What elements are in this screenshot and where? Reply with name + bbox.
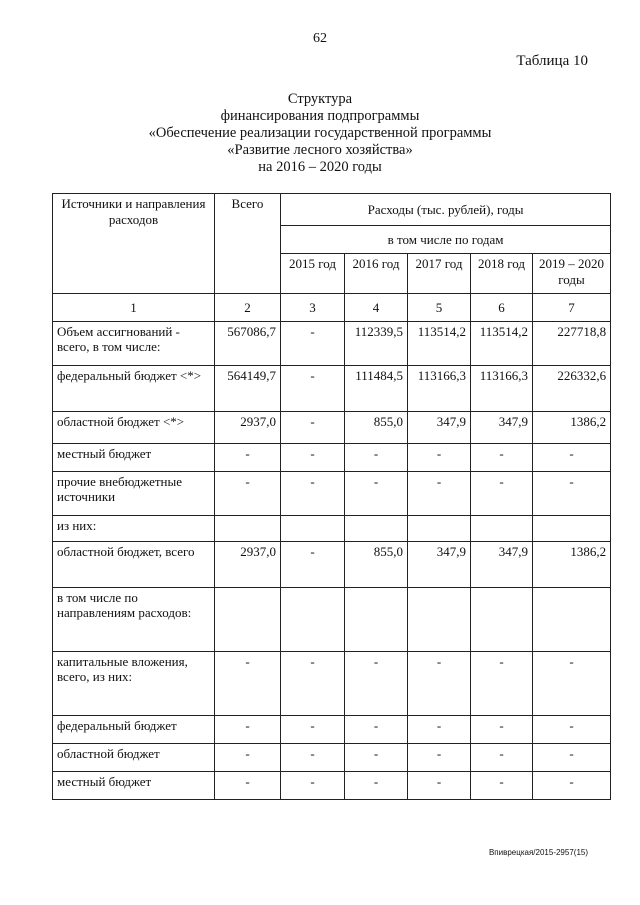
cell-2016: -	[345, 652, 408, 716]
cell-2019-2020: 226332,6	[533, 366, 611, 412]
cell-2019-2020	[533, 588, 611, 652]
table-row	[53, 444, 611, 472]
cell-2019-2020: -	[533, 772, 611, 800]
cell-total: -	[215, 772, 281, 800]
title-line: «Обеспечение реализации государственной программы	[148, 125, 492, 141]
cell-2015: -	[281, 772, 345, 800]
header-year: 2017 год	[408, 254, 471, 294]
row-label: в том числе по направлениям расходов:	[53, 588, 215, 652]
cell-total: -	[215, 652, 281, 716]
cell-2018: 113514,2	[471, 322, 533, 366]
cell-2017: -	[408, 472, 471, 516]
header-year: 2015 год	[281, 254, 345, 294]
row-label: местный бюджет	[53, 772, 215, 800]
title-line: финансирования подпрограммы	[220, 108, 420, 124]
cell-2016: -	[345, 444, 408, 472]
cell-total: -	[215, 472, 281, 516]
cell-2015: -	[281, 412, 345, 444]
row-label: федеральный бюджет	[53, 716, 215, 744]
header-by-years: в том числе по годам	[281, 226, 611, 254]
cell-total: -	[215, 744, 281, 772]
cell-2016: 855,0	[345, 412, 408, 444]
row-label: областной бюджет	[53, 744, 215, 772]
table-row	[53, 412, 611, 444]
cell-2017	[408, 588, 471, 652]
table-row	[53, 516, 611, 542]
cell-2018	[471, 588, 533, 652]
cell-2019-2020: 227718,8	[533, 322, 611, 366]
page-number: 62	[313, 31, 327, 46]
table-row	[53, 472, 611, 516]
row-label: капитальные вложения, всего, из них:	[53, 652, 215, 716]
header-year: 2018 год	[471, 254, 533, 294]
cell-2017: 113166,3	[408, 366, 471, 412]
cell-2018: -	[471, 652, 533, 716]
row-label: областной бюджет, всего	[53, 542, 215, 588]
table-row	[53, 744, 611, 772]
cell-2017	[408, 516, 471, 542]
title-line: «Развитие лесного хозяйства»	[227, 142, 413, 158]
table-header	[53, 194, 611, 322]
table-row	[53, 366, 611, 412]
cell-2019-2020: -	[533, 652, 611, 716]
cell-2019-2020: -	[533, 716, 611, 744]
cell-2015: -	[281, 444, 345, 472]
row-label: из них:	[53, 516, 215, 542]
cell-2019-2020: -	[533, 472, 611, 516]
header-expenses: Расходы (тыс. рублей), годы	[281, 194, 611, 226]
table-row	[53, 716, 611, 744]
cell-2019-2020: 1386,2	[533, 542, 611, 588]
table-row	[53, 652, 611, 716]
column-index: 2	[215, 294, 281, 322]
cell-2018	[471, 516, 533, 542]
column-index: 6	[471, 294, 533, 322]
document-title	[0, 91, 640, 176]
cell-2015: -	[281, 322, 345, 366]
cell-total	[215, 516, 281, 542]
cell-2015: -	[281, 744, 345, 772]
cell-2018: 347,9	[471, 412, 533, 444]
cell-2016: 855,0	[345, 542, 408, 588]
cell-2018: 347,9	[471, 542, 533, 588]
row-label: местный бюджет	[53, 444, 215, 472]
cell-2017: -	[408, 716, 471, 744]
title-line: Структура	[287, 91, 353, 107]
cell-2019-2020: 1386,2	[533, 412, 611, 444]
cell-total: -	[215, 444, 281, 472]
cell-2017: 113514,2	[408, 322, 471, 366]
column-index: 3	[281, 294, 345, 322]
cell-2016: 111484,5	[345, 366, 408, 412]
cell-2019-2020: -	[533, 744, 611, 772]
document-footer-code: Впиврецкая/2015-2957(15)	[488, 848, 588, 857]
title-line: на 2016 – 2020 годы	[258, 159, 382, 175]
column-index: 7	[533, 294, 611, 322]
cell-2017: -	[408, 772, 471, 800]
column-index: 4	[345, 294, 408, 322]
header-total: Всего	[215, 194, 281, 294]
row-label: федеральный бюджет <*>	[53, 366, 215, 412]
cell-2018: -	[471, 716, 533, 744]
cell-2016: -	[345, 716, 408, 744]
cell-2017: -	[408, 652, 471, 716]
cell-2018: 113166,3	[471, 366, 533, 412]
table-row	[53, 588, 611, 652]
cell-2015: -	[281, 472, 345, 516]
cell-2015: -	[281, 366, 345, 412]
table-row	[53, 542, 611, 588]
row-label: Объем ассигнований - всего, в том числе:	[53, 322, 215, 366]
cell-2015: -	[281, 716, 345, 744]
cell-total: -	[215, 716, 281, 744]
cell-2016: -	[345, 744, 408, 772]
header-year: 2016 год	[345, 254, 408, 294]
cell-2019-2020: -	[533, 444, 611, 472]
header-sources: Источники и направления расходов	[53, 194, 215, 294]
table-label: Таблица 10	[516, 53, 588, 69]
column-index: 1	[53, 294, 215, 322]
cell-total: 2937,0	[215, 542, 281, 588]
row-label: прочие внебюджетные источники	[53, 472, 215, 516]
table-row	[53, 772, 611, 800]
cell-2017: 347,9	[408, 542, 471, 588]
cell-2017: 347,9	[408, 412, 471, 444]
cell-total: 567086,7	[215, 322, 281, 366]
cell-2017: -	[408, 744, 471, 772]
cell-2015: -	[281, 542, 345, 588]
cell-2017: -	[408, 444, 471, 472]
cell-2016	[345, 516, 408, 542]
financing-table	[52, 193, 611, 800]
header-year: 2019 – 2020 годы	[533, 254, 611, 294]
cell-2018: -	[471, 444, 533, 472]
cell-2016: -	[345, 472, 408, 516]
cell-2016: -	[345, 772, 408, 800]
cell-2018: -	[471, 472, 533, 516]
cell-2015: -	[281, 652, 345, 716]
cell-2018: -	[471, 744, 533, 772]
cell-2015	[281, 588, 345, 652]
column-index: 5	[408, 294, 471, 322]
cell-total	[215, 588, 281, 652]
cell-total: 2937,0	[215, 412, 281, 444]
cell-total: 564149,7	[215, 366, 281, 412]
cell-2019-2020	[533, 516, 611, 542]
cell-2016: 112339,5	[345, 322, 408, 366]
row-label: областной бюджет <*>	[53, 412, 215, 444]
table-row	[53, 322, 611, 366]
cell-2015	[281, 516, 345, 542]
cell-2016	[345, 588, 408, 652]
cell-2018: -	[471, 772, 533, 800]
